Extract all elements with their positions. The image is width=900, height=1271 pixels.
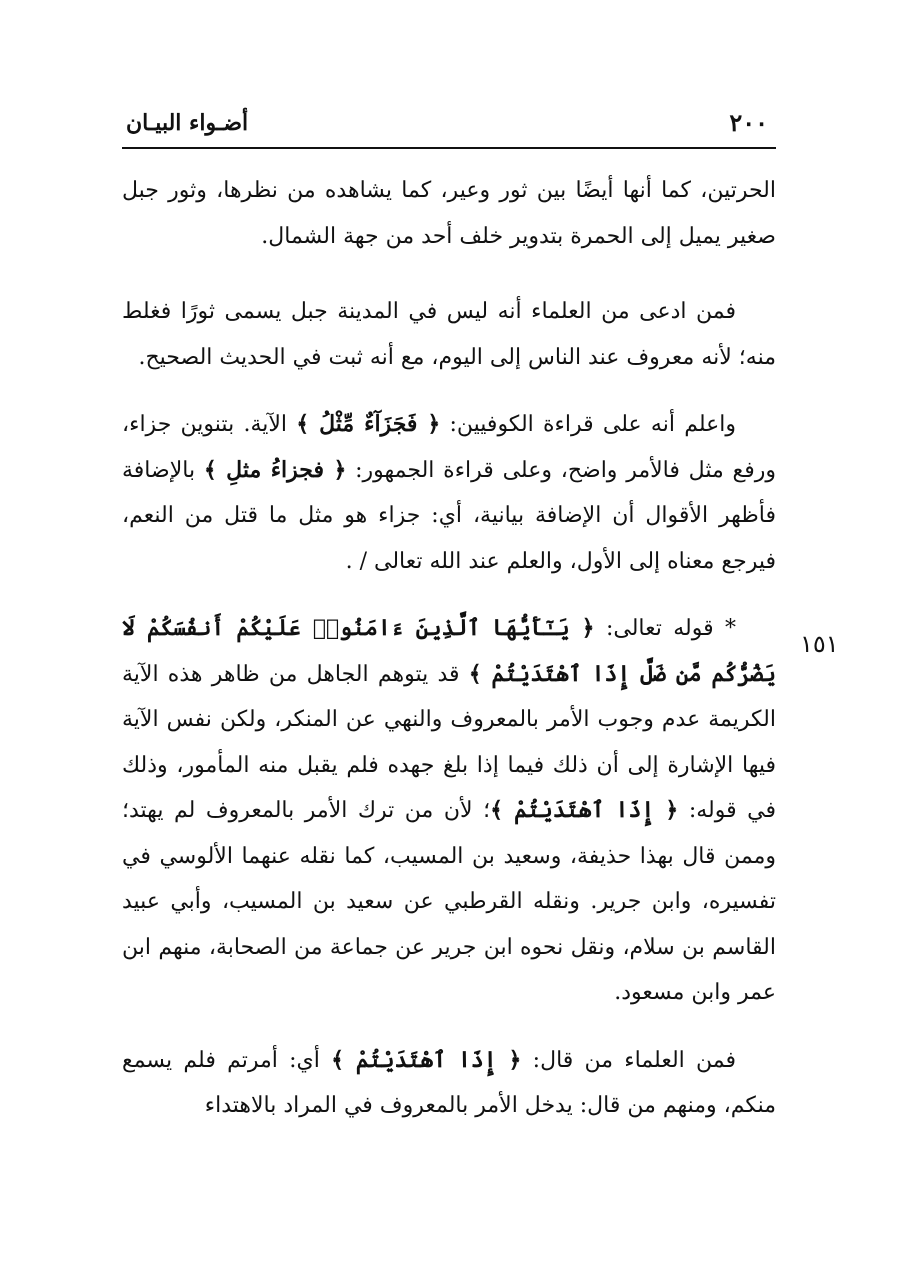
quran-verse: ﴿ فَجَزَآءٌ مِّثْلُ ﴾ xyxy=(296,411,441,437)
paragraph xyxy=(122,606,776,1016)
body-text xyxy=(122,168,776,1129)
text-segment: واعلم أنه على قراءة الكوفيين: xyxy=(440,412,737,437)
page-header xyxy=(122,108,776,142)
text-segment: فمن العلماء من قال: xyxy=(521,1047,736,1073)
text-segment: * قوله تعالى: xyxy=(594,616,736,641)
running-title: أضـواء البيـان xyxy=(126,110,249,136)
text-segment: الحرتين، كما أنها أيضًا بين ثور وعير، كما يشاهده من نظرها، وثور جبل صغير يميل إلى الحمرة بتدوير خلف أحد من جهة الشمال. xyxy=(122,178,776,249)
text-segment: أي: أمرتم فلم يسمع منكم، ومنهم من قال: يدخل الأمر بالمعروف في المراد بالاهتداء xyxy=(122,1047,776,1118)
paragraph xyxy=(122,168,776,259)
header-divider xyxy=(122,147,776,149)
page-number: ٢٠٠ xyxy=(729,108,768,137)
text-segment: قد يتوهم الجاهل من ظاهر هذه الآية الكريمة عدم وجوب الأمر بالمعروف والنهي عن المنكر، ولكن نفس الآية فيها الإشارة إلى أن ذلك فيما إذا بلغ جهده فلم يقبل منه المأمور، وذلك في قوله: xyxy=(122,661,776,823)
quran-verse: ﴿ فجزاءُ مثلِ ﴾ xyxy=(203,456,347,483)
text-segment: بالإضافة فأظهر الأقوال أن الإضافة بيانية، أي: جزاء هو مثل ما قتل من النعم، فيرجع معناه إلى الأول، والعلم عند الله تعالى / . xyxy=(122,457,776,574)
paragraph xyxy=(122,289,776,380)
paragraph xyxy=(122,402,776,584)
paragraph xyxy=(122,1038,776,1129)
quran-verse: ﴿ إِذَا ٱهْتَدَيْتُمْ ﴾ xyxy=(331,1046,522,1073)
text-segment: ؛ لأن من ترك الأمر بالمعروف لم يهتد؛ وممن قال بهذا حذيفة، وسعيد بن المسيب، كما نقله عنهما الألوسي في تفسيره، وابن جرير. ونقله القرطبي عن سعيد بن المسيب، وأبي عبيد القاسم بن سلام، ونقل نحوه ابن جرير عن جماعة من الصحابة، منهم ابن عمر وابن مسعود. xyxy=(122,798,776,1005)
margin-page-reference: ١٥١ xyxy=(800,630,839,658)
quran-verse: ﴿ يَـٰٓأَيُّهَا ٱلَّذِينَ ءَامَنُوا۟ عَلَيْكُمْ أَنفُسَكُمْ لَا يَضُرُّكُم مَّن ضَلَّ إِذَا ٱهْتَدَيْتُمْ ﴾ xyxy=(122,615,777,687)
text-segment: الآية. بتنوين جزاء، ورفع مثل فالأمر واضح، وعلى قراءة الجمهور: xyxy=(122,412,776,483)
text-segment: فمن ادعى من العلماء أنه ليس في المدينة جبل يسمى ثورًا فغلط منه؛ لأنه معروف عند الناس إلى اليوم، مع أنه ثبت في الحديث الصحيح. xyxy=(122,299,776,370)
quran-verse: ﴿ إِذَا ٱهْتَدَيْتُمْ ﴾ xyxy=(490,797,679,823)
